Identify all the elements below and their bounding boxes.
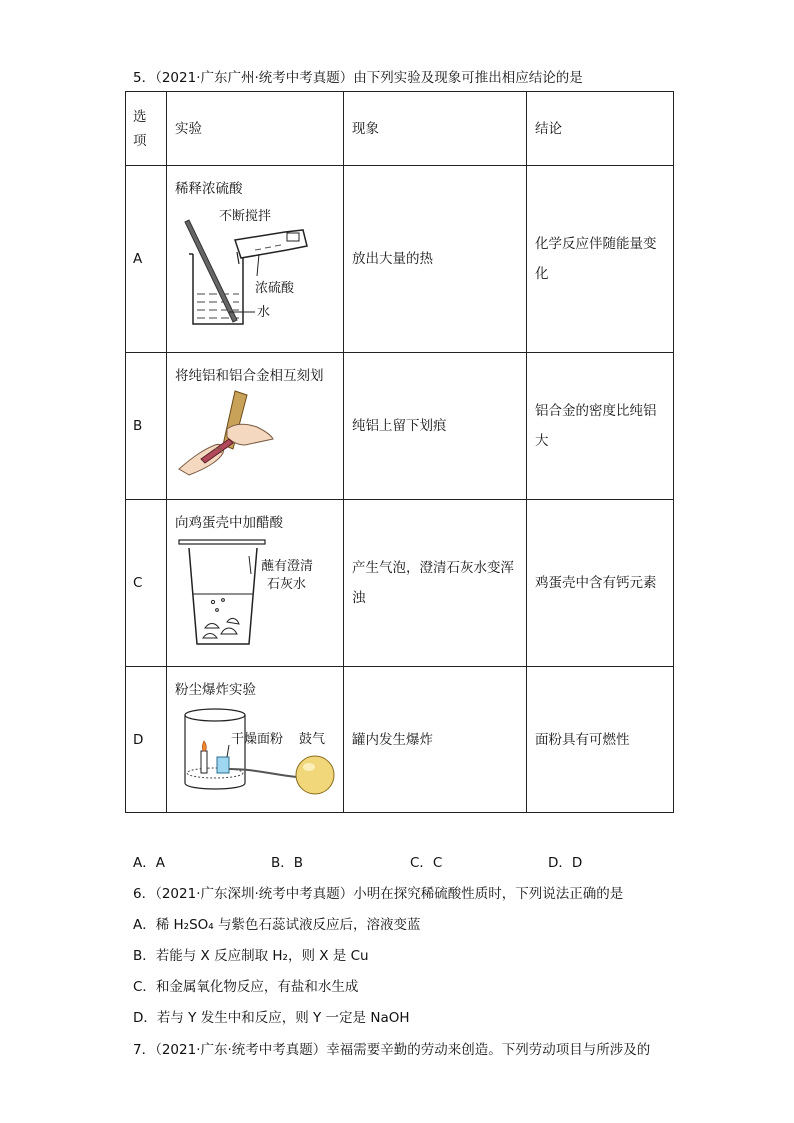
- table-row: [126, 166, 674, 353]
- row-c-conclusion: 鸡蛋壳中含有钙元素: [527, 500, 674, 667]
- q6-option-c[interactable]: C．和金属氧化物反应，有盐和水生成: [133, 979, 359, 995]
- label-water: 水: [257, 305, 271, 320]
- table-row: [126, 667, 674, 813]
- q6-option-d[interactable]: D．若与 Y 发生中和反应，则 Y 一定是 NaOH: [133, 1010, 410, 1026]
- question-5-stem: 5．（2021·广东广州·统考中考真题）由下列实验及现象可推出相应结论的是: [133, 70, 583, 86]
- row-a-option: A: [126, 166, 167, 353]
- table-header-row: [126, 92, 674, 166]
- label-blow-air: 鼓气: [299, 732, 326, 747]
- row-b-phenomenon: 纯铝上留下划痕: [344, 353, 527, 500]
- label-limewater-2: 石灰水: [267, 577, 307, 592]
- question-6-stem: 6．（2021·广东深圳·统考中考真题）小明在探究稀硫酸性质时，下列说法正确的是: [133, 886, 624, 902]
- choice-a[interactable]: A．A: [133, 855, 165, 871]
- row-b-experiment-title: 将纯铝和铝合金相互刻划: [175, 368, 324, 384]
- row-a-experiment: [167, 166, 344, 353]
- row-d-phenomenon: 罐内发生爆炸: [344, 667, 527, 813]
- label-conc-acid: 浓硫酸: [255, 281, 295, 296]
- row-d-experiment: [167, 667, 344, 813]
- header-phenomenon: 现象: [344, 92, 527, 166]
- row-d-experiment-title: 粉尘爆炸实验: [175, 682, 256, 698]
- row-a-experiment-title: 稀释浓硫酸: [175, 181, 243, 197]
- q6-option-a[interactable]: A．稀 H₂SO₄ 与紫色石蕊试液反应后，溶液变蓝: [133, 917, 421, 933]
- choice-c[interactable]: C．C: [410, 855, 443, 871]
- header-experiment: 实验: [167, 92, 344, 166]
- row-d-option: D: [126, 667, 167, 813]
- row-b-conclusion: 铝合金的密度比纯铝大: [527, 353, 674, 500]
- label-limewater-1: 蘸有澄清: [261, 559, 314, 574]
- row-b-option: B: [126, 353, 167, 500]
- row-c-experiment-title: 向鸡蛋壳中加醋酸: [175, 515, 283, 531]
- row-c-experiment: [167, 500, 344, 667]
- dust-explosion-figure: [175, 703, 335, 797]
- row-d-conclusion: 面粉具有可燃性: [527, 667, 674, 813]
- choice-b[interactable]: B．B: [271, 855, 304, 871]
- scratch-figure: [175, 389, 275, 479]
- label-dry-flour: 干燥面粉: [231, 732, 284, 747]
- dilution-figure: [175, 202, 335, 332]
- experiment-table: [125, 91, 674, 813]
- q6-option-b[interactable]: B．若能与 X 反应制取 H₂，则 X 是 Cu: [133, 948, 369, 964]
- label-stirring: 不断搅拌: [219, 209, 272, 224]
- table-row: [126, 353, 674, 500]
- table-row: [126, 500, 674, 667]
- eggshell-figure: [175, 536, 325, 648]
- header-option: 选项: [126, 92, 167, 166]
- choice-d[interactable]: D．D: [548, 855, 583, 871]
- header-conclusion: 结论: [527, 92, 674, 166]
- row-a-phenomenon: 放出大量的热: [344, 166, 527, 353]
- question-7-stem: 7．（2021·广东·统考中考真题）幸福需要辛勤的劳动来创造。下列劳动项目与所涉及的: [133, 1042, 651, 1058]
- row-c-phenomenon: 产生气泡，澄清石灰水变浑浊: [344, 500, 527, 667]
- row-a-conclusion: 化学反应伴随能量变化: [527, 166, 674, 353]
- row-c-option: C: [126, 500, 167, 667]
- row-b-experiment: [167, 353, 344, 500]
